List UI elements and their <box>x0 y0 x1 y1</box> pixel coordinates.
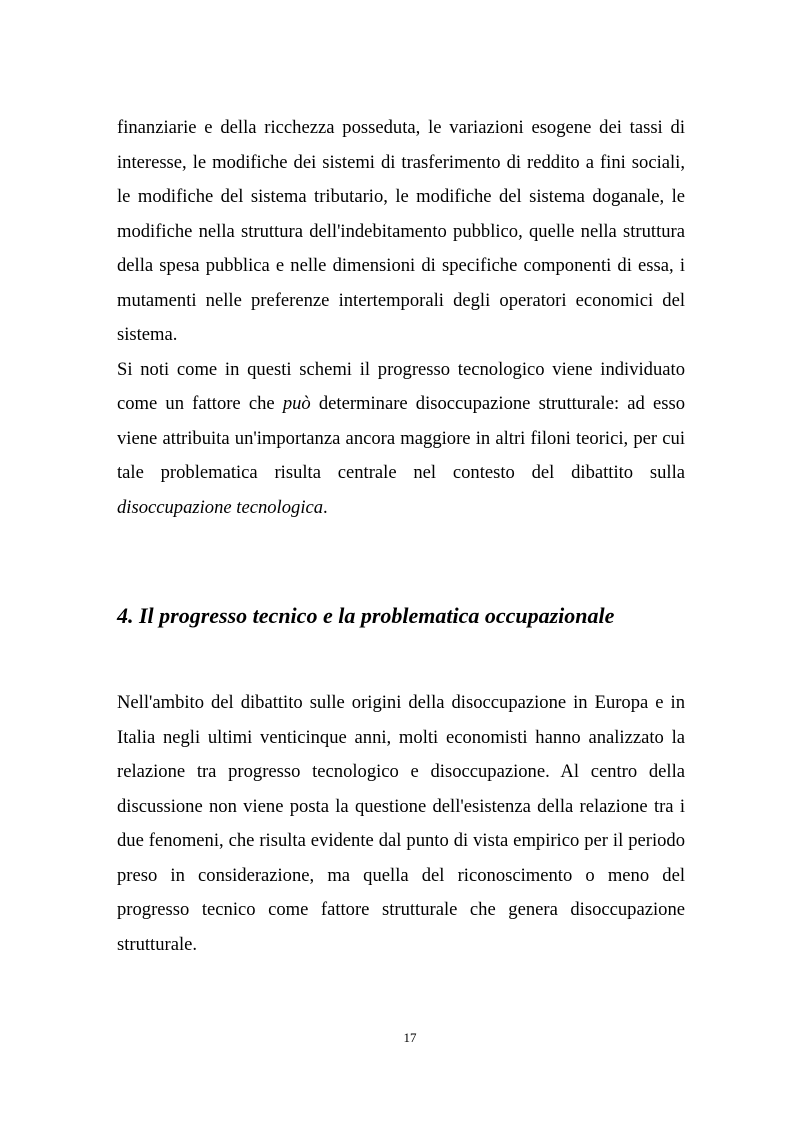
body-text-bottom <box>117 686 685 962</box>
paragraph-2-emphasis-term: disoccupazione tecnologica <box>117 496 324 518</box>
paragraph-1 <box>117 111 685 353</box>
paragraph-2-text-c: . <box>323 496 328 518</box>
paragraph-3-text: Nell'ambito del dibattito sulle origini della disoccupazione in Europa e in Italia negli ultimi venticinque anni, molti economisti hanno analizzato la relazione tra progresso tecnologico e disoccupazione. Al centro della discussione non viene posta la questione dell'esistenza della relazione tra i due fenomeni, che risulta evidente dal punto di vista empirico per il periodo preso in considerazione, ma quella del riconoscimento o meno del progresso tecnico come fattore strutturale che genera disoccupazione strutturale. <box>117 692 685 955</box>
paragraph-2-text-a: Si noti come in questi schemi il progresso tecnologico viene individuato come un fattore che <box>117 358 685 414</box>
paragraph-2-text-b: determinare disoccupazione strutturale: ad esso viene attribuita un'importanza ancora maggiore in altri filoni teorici, per cui tale problematica risulta centrale nel contesto del dibattito sulla <box>117 393 685 483</box>
body-text-top <box>117 111 685 525</box>
paragraph-1-text: finanziarie e della ricchezza posseduta, le variazioni esogene dei tassi di interesse, le modifiche dei sistemi di trasferimento di reddito a fini sociali, le modifiche del sistema tributario, le modifiche del sistema doganale, le modifiche nella struttura dell'indebitamento pubblico, quelle nella struttura della spesa pubblica e nelle dimensioni di specifiche componenti di essa, i mutamenti nelle preferenze intertemporali degli operatori economici del sistema. <box>117 117 685 345</box>
page-number: 17 <box>403 1030 417 1045</box>
paragraph-2 <box>117 353 685 526</box>
section-heading: 4. Il progresso tecnico e la problematica occupazionale <box>117 603 615 628</box>
paragraph-3 <box>117 686 685 962</box>
paragraph-2-emphasis-puo: può <box>282 393 311 414</box>
